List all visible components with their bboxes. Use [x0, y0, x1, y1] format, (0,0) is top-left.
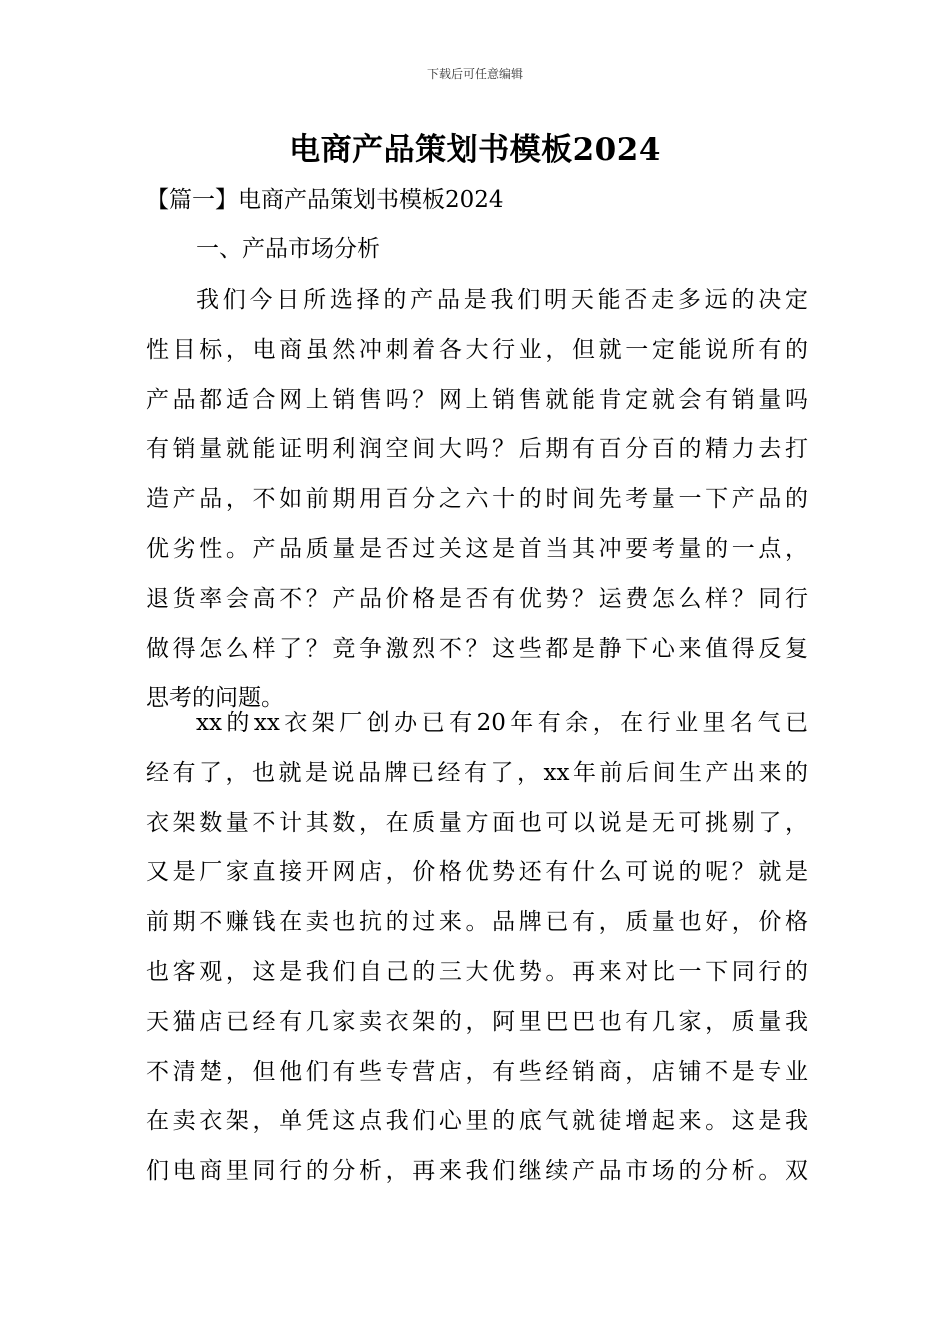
paragraph-line: 也客观，这是我们自己的三大优势。再来对比一下同行的	[146, 958, 808, 985]
paragraph-line: 天猫店已经有几家卖衣架的，阿里巴巴也有几家，质量我	[146, 1008, 808, 1035]
paragraph-line: 有销量就能证明利润空间大吗？后期有百分百的精力去打	[146, 436, 808, 463]
sub-heading: 一、产品市场分析	[196, 236, 380, 262]
section-heading: 【篇一】电商产品策划书模板2024	[146, 187, 504, 213]
paragraph-market-analysis	[146, 276, 808, 724]
paragraph-line: 我们今日所选择的产品是我们明天能否走多远的决定	[196, 287, 808, 313]
paragraph-line: 在卖衣架，单凭这点我们心里的底气就徒增起来。这是我	[146, 1108, 808, 1135]
paragraph-line: 性目标，电商虽然冲刺着各大行业，但就一定能说所有的	[146, 336, 808, 363]
paragraph-line: 做得怎么样了？竞争激烈不？这些都是静下心来值得反复	[146, 635, 808, 662]
paragraph-line: 优劣性。产品质量是否过关这是首当其冲要考量的一点，	[146, 535, 808, 562]
paragraph-line: 退货率会高不？产品价格是否有优势？运费怎么样？同行	[146, 585, 808, 612]
paragraph-line: xx的xx衣架厂创办已有20年有余，在行业里名气已	[196, 710, 808, 736]
paragraph-company-analysis	[146, 699, 808, 1197]
paragraph-line: 不清楚，但他们有些专营店，有些经销商，店铺不是专业	[146, 1058, 808, 1085]
header-note: 下载后可任意编辑	[426, 67, 523, 81]
paragraph-line: 前期不赚钱在卖也抗的过来。品牌已有，质量也好，价格	[146, 909, 808, 936]
paragraph-line: 造产品，不如前期用百分之六十的时间先考量一下产品的	[146, 486, 808, 513]
paragraph-line: 又是厂家直接开网店，价格优势还有什么可说的呢？就是	[146, 859, 808, 886]
paragraph-line: 产品都适合网上销售吗？网上销售就能肯定就会有销量吗	[146, 386, 808, 413]
document-title: 电商产品策划书模板2024	[289, 132, 661, 168]
paragraph-line: 衣架数量不计其数，在质量方面也可以说是无可挑剔了，	[146, 809, 808, 836]
paragraph-line: 经有了，也就是说品牌已经有了，xx年前后间生产出来的	[146, 759, 808, 786]
paragraph-line: 们电商里同行的分析，再来我们继续产品市场的分析。双	[146, 1158, 808, 1185]
paragraph-line: 思考的问题。	[146, 685, 284, 712]
